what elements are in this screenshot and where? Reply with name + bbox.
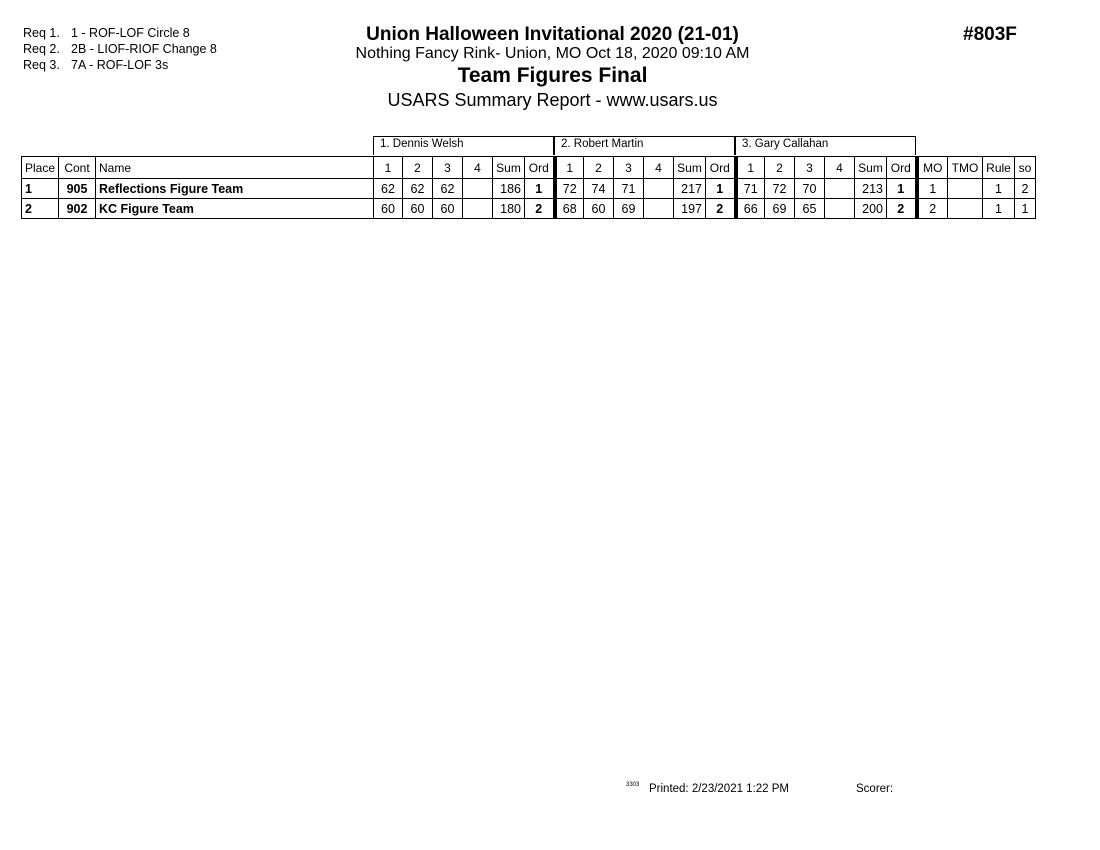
judge-header-3: 3. Gary Callahan [735, 136, 916, 155]
sum-cell: 217 [674, 179, 706, 199]
ord-cell: 1 [887, 179, 917, 199]
score-cell [644, 199, 674, 219]
score-cell: 65 [795, 199, 825, 219]
score-cell: 69 [765, 199, 795, 219]
col-j2-fig3: 3 [614, 157, 644, 179]
printed-timestamp: Printed: 2/23/2021 1:22 PM [649, 783, 790, 795]
requirement-text: 2B - LIOF-RIOF Change 8 [71, 42, 217, 56]
mo-cell: 1 [917, 179, 948, 199]
score-cell: 69 [614, 199, 644, 219]
col-rule: Rule [983, 157, 1015, 179]
col-j2-fig2: 2 [584, 157, 614, 179]
requirement-number: Req 3. [23, 58, 60, 72]
requirement-text: 1 - ROF-LOF Circle 8 [71, 26, 190, 40]
col-j3-fig2: 2 [765, 157, 795, 179]
tmo-cell [948, 199, 983, 219]
table-row [22, 179, 1036, 199]
score-cell: 62 [374, 179, 403, 199]
sum-cell: 213 [855, 179, 887, 199]
score-cell: 68 [555, 199, 584, 219]
event-number: #803F [963, 24, 1017, 45]
col-so: so [1015, 157, 1036, 179]
score-cell [825, 179, 855, 199]
score-cell: 62 [403, 179, 433, 199]
col-j1-fig4: 4 [463, 157, 493, 179]
score-cell: 70 [795, 179, 825, 199]
requirement-number: Req 1. [23, 26, 60, 40]
requirement-number: Req 2. [23, 42, 60, 56]
sum-cell: 186 [493, 179, 525, 199]
col-name: Name [96, 157, 374, 179]
score-cell: 74 [584, 179, 614, 199]
so-cell: 1 [1015, 199, 1036, 219]
ord-cell: 1 [525, 179, 555, 199]
tmo-cell [948, 179, 983, 199]
rule-cell: 1 [983, 179, 1015, 199]
score-cell: 72 [765, 179, 795, 199]
col-j2-fig4: 4 [644, 157, 674, 179]
name-cell: KC Figure Team [96, 199, 374, 219]
score-cell [644, 179, 674, 199]
mo-cell: 2 [917, 199, 948, 219]
score-cell: 60 [433, 199, 463, 219]
place-cell: 2 [22, 199, 59, 219]
ord-cell: 2 [525, 199, 555, 219]
col-j2-ord: Ord [706, 157, 736, 179]
col-tmo: TMO [948, 157, 983, 179]
col-j1-fig3: 3 [433, 157, 463, 179]
cont-cell: 902 [59, 199, 96, 219]
competition-title: Union Halloween Invitational 2020 (21-01) [366, 24, 739, 45]
report-subtitle: USARS Summary Report - www.usars.us [387, 90, 718, 110]
place-cell: 1 [22, 179, 59, 199]
footer-mark: 3303 [626, 782, 640, 788]
score-cell: 60 [403, 199, 433, 219]
score-cell: 62 [433, 179, 463, 199]
sum-cell: 180 [493, 199, 525, 219]
score-cell: 71 [736, 179, 765, 199]
score-cell: 72 [555, 179, 584, 199]
col-j3-fig1: 1 [736, 157, 765, 179]
sum-cell: 200 [855, 199, 887, 219]
so-cell: 2 [1015, 179, 1036, 199]
scorer-label: Scorer: [856, 783, 894, 795]
judge-header-1: 1. Dennis Welsh [373, 136, 554, 155]
col-mo: MO [917, 157, 948, 179]
col-cont: Cont [59, 157, 96, 179]
name-cell: Reflections Figure Team [96, 179, 374, 199]
col-j3-ord: Ord [887, 157, 917, 179]
ord-cell: 2 [706, 199, 736, 219]
score-cell: 71 [614, 179, 644, 199]
col-j1-fig1: 1 [374, 157, 403, 179]
ord-cell: 2 [887, 199, 917, 219]
requirement-text: 7A - ROF-LOF 3s [71, 58, 169, 72]
sum-cell: 197 [674, 199, 706, 219]
col-j1-sum: Sum [493, 157, 525, 179]
score-cell [463, 199, 493, 219]
venue-date: Nothing Fancy Rink- Union, MO Oct 18, 2020 09:10 AM [355, 45, 750, 62]
col-j2-fig1: 1 [555, 157, 584, 179]
col-j1-ord: Ord [525, 157, 555, 179]
col-j3-fig4: 4 [825, 157, 855, 179]
cont-cell: 905 [59, 179, 96, 199]
results-table [21, 156, 1036, 219]
table-header-row [22, 157, 1036, 179]
col-j3-sum: Sum [855, 157, 887, 179]
col-j3-fig3: 3 [795, 157, 825, 179]
col-place: Place [22, 157, 59, 179]
event-title: Team Figures Final [457, 64, 648, 87]
table-row [22, 199, 1036, 219]
score-cell: 60 [584, 199, 614, 219]
score-cell: 66 [736, 199, 765, 219]
col-j2-sum: Sum [674, 157, 706, 179]
judge-header-2: 2. Robert Martin [554, 136, 735, 155]
col-j1-fig2: 2 [403, 157, 433, 179]
score-cell [825, 199, 855, 219]
score-cell [463, 179, 493, 199]
rule-cell: 1 [983, 199, 1015, 219]
score-cell: 60 [374, 199, 403, 219]
ord-cell: 1 [706, 179, 736, 199]
